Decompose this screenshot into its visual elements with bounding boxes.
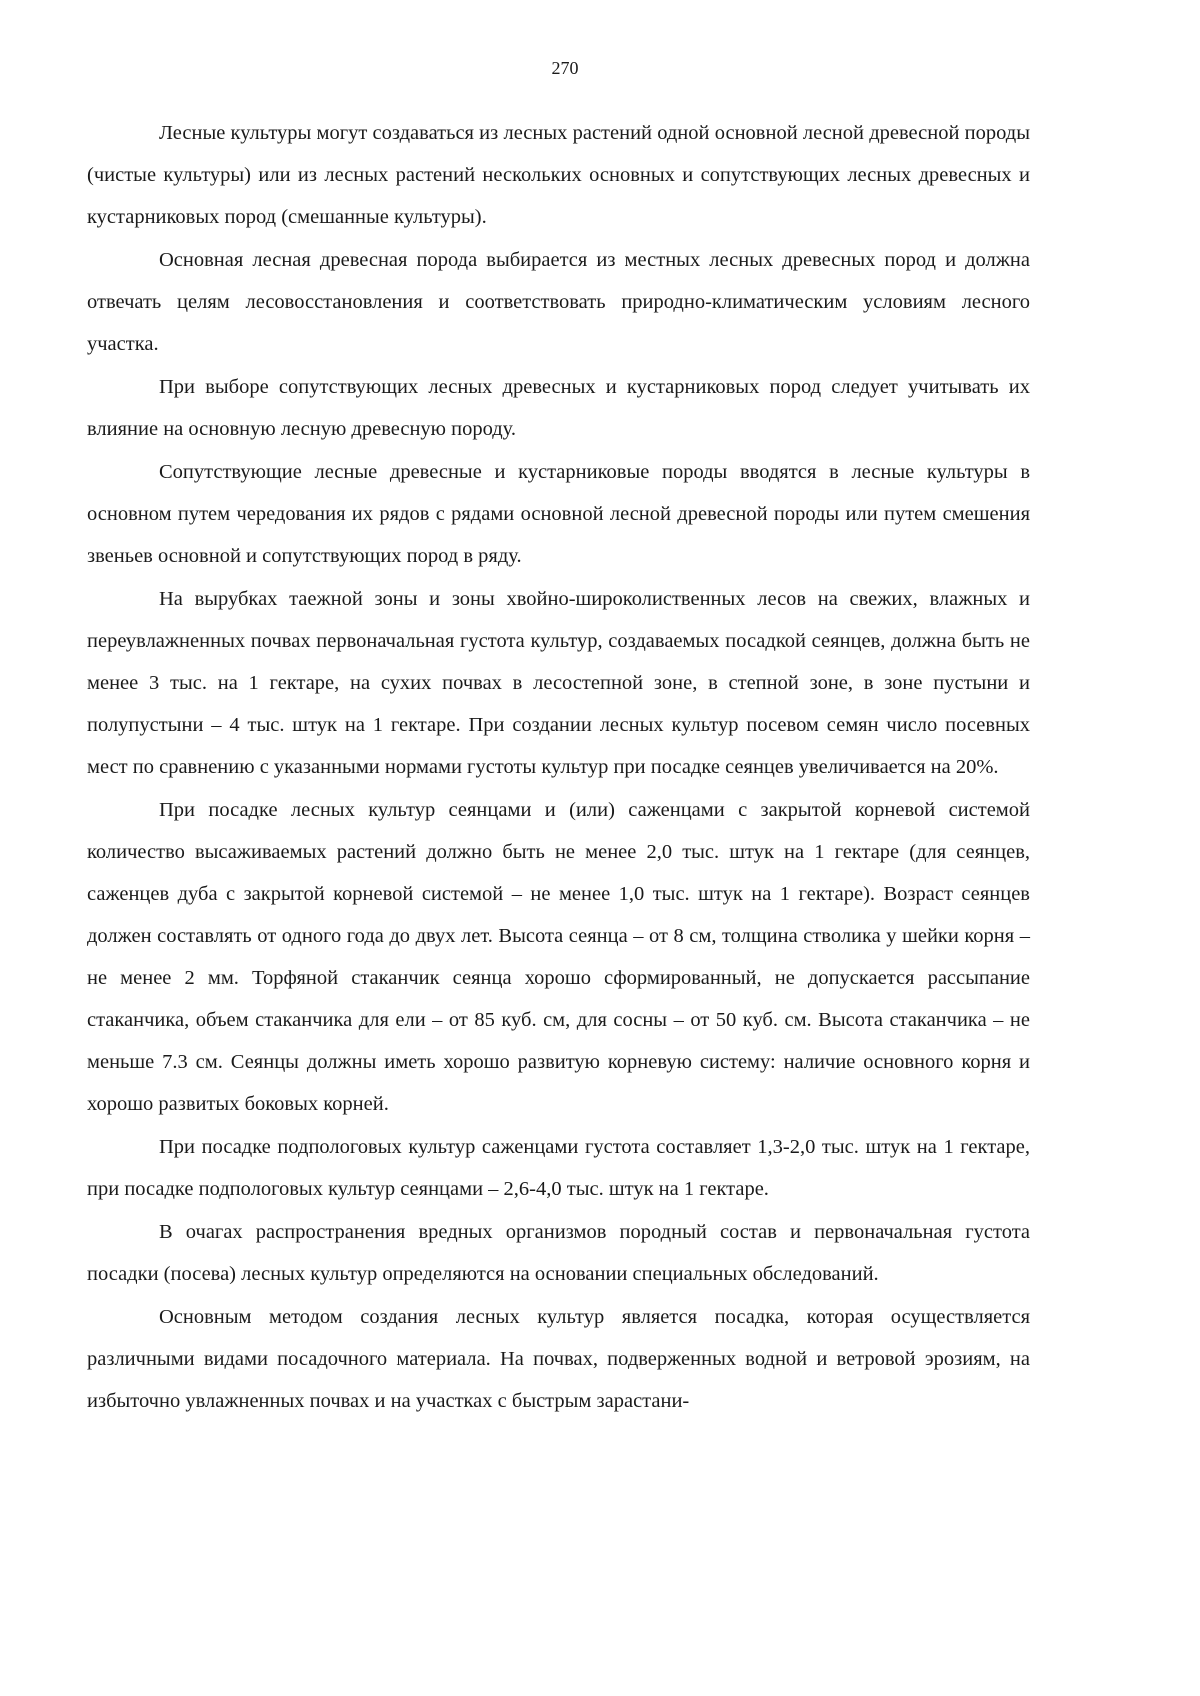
- body-text: [87, 112, 1030, 1423]
- paragraph: Основным методом создания лесных культур является посадка, которая осуществляется различными видами посадочного материала. На почвах, подверженных водной и ветровой эрозиям, на избыточно увлажненных почвах и на участках с быстрым зарастани-: [87, 1306, 1030, 1412]
- paragraph: Основная лесная древесная порода выбирается из местных лесных древесных пород и должна отвечать целям лесовосстановления и соответствовать природно-климатическим условиям лесного участка.: [87, 249, 1030, 355]
- page-number: 270: [551, 58, 579, 78]
- paragraph: При выборе сопутствующих лесных древесных и кустарниковых пород следует учитывать их влияние на основную лесную древесную породу.: [87, 376, 1030, 440]
- paragraph: На вырубках таежной зоны и зоны хвойно-широколиственных лесов на свежих, влажных и переувлажненных почвах первоначальная густота культур, создаваемых посадкой сеянцев, должна быть не менее 3 тыс. на 1 гектаре, на сухих почвах в лесостепной зоне, в степной зоне, в зоне пустыни и полупустыни – 4 тыс. штук на 1 гектаре. При создании лесных культур посевом семян число посевных мест по сравнению с указанными нормами густоты культур при посадке сеянцев увеличивается на 20%.: [87, 588, 1030, 778]
- paragraph: В очагах распространения вредных организмов породный состав и первоначальная густота посадки (посева) лесных культур определяются на основании специальных обследований.: [87, 1221, 1030, 1285]
- paragraph: При посадке лесных культур сеянцами и (или) саженцами с закрытой корневой системой количество высаживаемых растений должно быть не менее 2,0 тыс. штук на 1 гектаре (для сеянцев, саженцев дуба с закрытой корневой системой – не менее 1,0 тыс. штук на 1 гектаре). Возраст сеянцев должен составлять от одного года до двух лет. Высота сеянца – от 8 см, толщина стволика у шейки корня – не менее 2 мм. Торфяной стаканчик сеянца хорошо сформированный, не допускается рассыпание стаканчика, объем стаканчика для ели – от 85 куб. см, для сосны – от 50 куб. см. Высота стаканчика – не меньше 7.3 см. Сеянцы должны иметь хорошо развитую корневую систему: наличие основного корня и хорошо развитых боковых корней.: [87, 799, 1030, 1115]
- paragraph: Сопутствующие лесные древесные и кустарниковые породы вводятся в лесные культуры в основном путем чередования их рядов с рядами основной лесной древесной породы или путем смешения звеньев основной и сопутствующих пород в ряду.: [87, 461, 1030, 567]
- paragraph: Лесные культуры могут создаваться из лесных растений одной основной лесной древесной породы (чистые культуры) или из лесных растений нескольких основных и сопутствующих лесных древесных и кустарниковых пород (смешанные культуры).: [87, 122, 1030, 228]
- paragraph: При посадке подпологовых культур саженцами густота составляет 1,3-2,0 тыс. штук на 1 гектаре, при посадке подпологовых культур сеянцами – 2,6-4,0 тыс. штук на 1 гектаре.: [87, 1136, 1030, 1200]
